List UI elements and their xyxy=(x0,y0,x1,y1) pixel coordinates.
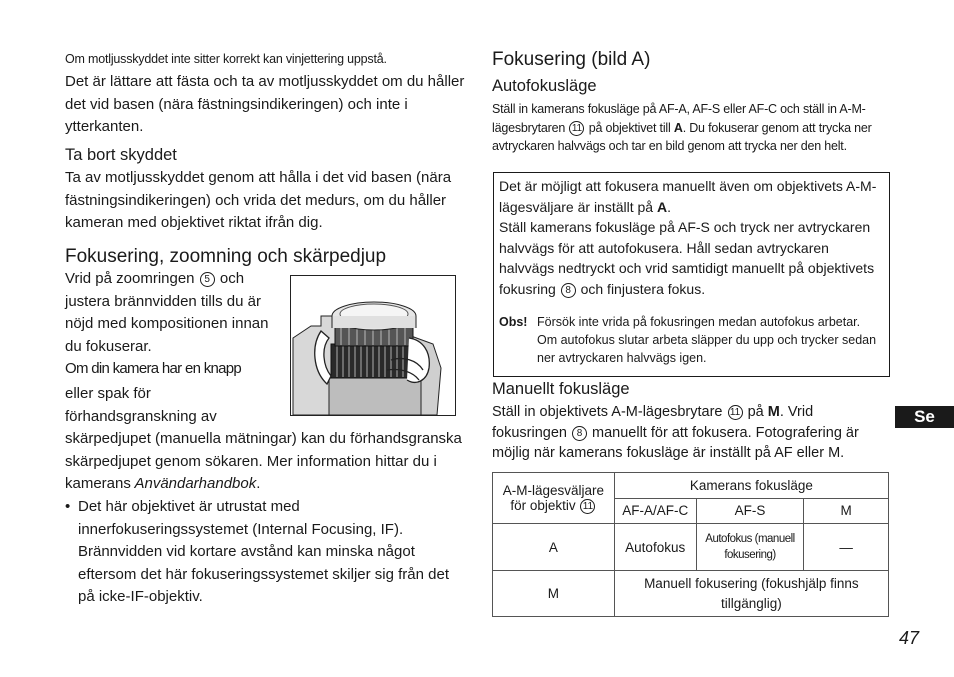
focus-zoom-heading: Fokusering, zoomning och skärpedjup xyxy=(65,246,387,267)
selector-header-cell: A-M-lägesväljare för objektiv 11 xyxy=(493,473,615,524)
manual-override-note xyxy=(493,172,890,377)
row-label-m: M xyxy=(493,571,615,617)
handbook-title: Användarhandbok xyxy=(130,475,257,492)
am-switch-callout: 11 xyxy=(728,405,743,420)
zoom-text: Vrid på zoomringen 5 och justera brännvidden tills du är nöjd med kompositionen innan du fokuserar. Om din kamera har en knapp xyxy=(65,268,273,381)
manual-focus-text: Ställ in objektivets A-M-lägesbrytare 11 på M. Vrid fokusringen 8 manuellt för att fokusera. Fotografering är möjlig när kamerans fokusläge är inställt på AF eller M. xyxy=(492,404,859,461)
camera-mode-header: Kamerans fokusläge xyxy=(614,473,888,499)
focusing-heading: Fokusering (bild A) xyxy=(492,49,651,70)
if-bullet-list xyxy=(65,496,465,609)
am-switch-callout: 11 xyxy=(580,499,595,514)
cell-m-merged: Manuell fokusering (fokushjälp finns tillgänglig) xyxy=(614,571,888,617)
cell-a-afa-afc: Autofokus xyxy=(614,524,696,571)
zoom-ring-callout: 5 xyxy=(200,272,215,287)
focus-ring-callout: 8 xyxy=(561,283,576,298)
col-header-afa-afc: AF-A/AF-C xyxy=(614,498,696,524)
autofocus-heading: Autofokusläge xyxy=(492,77,597,95)
col-header-afs: AF-S xyxy=(696,498,804,524)
hood-attach-text: Det är lättare att fästa och ta av motljusskyddet om du håller det vid basen (nära fästningsindikeringen) och inte i ytterkanten. xyxy=(65,73,465,135)
manual-focus-heading: Manuellt fokusläge xyxy=(492,380,630,398)
page-number: 47 xyxy=(899,628,920,648)
autofocus-text: Ställ in kamerans fokusläge på AF-A, AF-S eller AF-C och ställ in A-M-lägesbrytaren 11 på objektivet till A. Du fokuserar genom att trycka ner avtryckaren halvvägs och tar en bild genom att trycka ner den helt. xyxy=(492,102,872,153)
zoom-ring xyxy=(331,344,417,378)
bullet-item: • Det här objektivet är utrustat med innerfokuseringssystemet (Internal Focusing, IF). Brännvidden vid kortare avstånd kan minska något eftersom det här fokuseringssystemet skiljer sig från det på icke-IF-objektiv. xyxy=(65,496,465,609)
preview-body: eller spak för förhandsgranskning av skärpedjupet (manuella mätningar) kan du förhandsgranska skärpedjupet genom sökaren. Mer information hittar du i kamerans xyxy=(65,385,462,492)
obs-label: Obs! xyxy=(499,315,528,329)
preview-text xyxy=(65,383,465,496)
hood-warning-text: Om motljusskyddet inte sitter korrekt kan vinjettering uppstå. xyxy=(65,52,387,66)
language-tab: Se xyxy=(895,406,954,428)
remove-hood-text: Ta av motljusskyddet genom att hålla i det vid basen (nära fästningsindikeringen) och vrida det medurs, om du håller kameran med objektivet riktat ifrån dig. xyxy=(65,169,452,231)
obs-text: Försök inte vrida på fokusringen medan autofokus arbetar. Om autofokus slutar arbeta släpper du upp och trycker sedan ner avtryckaren halvvägs igen. xyxy=(537,315,877,365)
am-switch-callout: 11 xyxy=(569,121,584,136)
note-body: Ställ kamerans fokusläge på AF-S och tryck ner avtryckaren halvvägs för att autofokusera. Håll sedan avtryckaren halvvägs nedtryckt och vrid samtidigt manuellt på objektivets fokusring 8 och finjustera fokus. xyxy=(499,219,875,297)
cell-a-m: — xyxy=(804,524,889,571)
cell-a-afs: Autofokus (manuell fokusering) xyxy=(696,524,804,571)
row-label-a: A xyxy=(493,524,615,571)
preview-end: . xyxy=(256,475,261,492)
obs-note xyxy=(499,313,883,367)
focus-mode-table xyxy=(492,472,889,617)
focus-ring-callout: 8 xyxy=(572,426,587,441)
remove-hood-heading: Ta bort skyddet xyxy=(65,146,177,164)
col-header-m: M xyxy=(804,498,889,524)
preview-lead-text: Om din kamera har en knapp xyxy=(65,360,242,377)
note-intro: Det är möjligt att fokusera manuellt även om objektivets A-M-lägesväljare är inställt på A. xyxy=(499,178,877,215)
